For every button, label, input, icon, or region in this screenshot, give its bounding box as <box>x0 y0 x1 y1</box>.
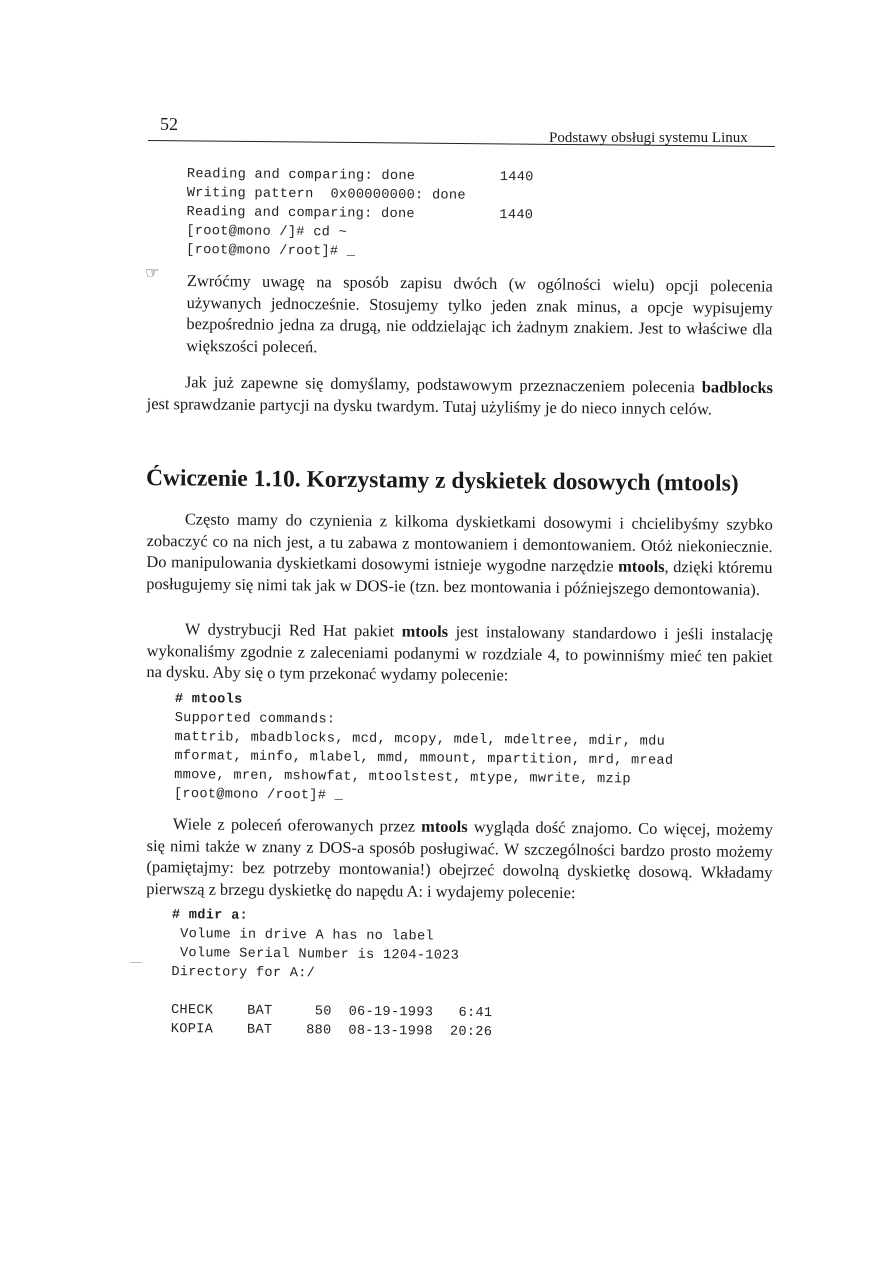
code-line: Reading and comparing: done 1440 <box>186 166 534 186</box>
code-line: mformat, minfo, mlabel, mmd, mmount, mpartition, mrd, mread <box>174 748 674 769</box>
code-line: Volume in drive A has no label <box>171 926 434 945</box>
paragraph-text: , dzięki któremu posługujemy się nimi tak jak w DOS-ie (tzn. bez montowania i późniejszego demontowania). <box>146 556 773 599</box>
code-block-mdir <box>171 906 494 1042</box>
code-line: mattrib, mbadblocks, mcd, mcopy, mdel, mdeltree, mdir, mdu <box>174 729 666 750</box>
code-line: Volume Serial Number is 1204-1023 <box>171 945 460 964</box>
paragraph-text: Wiele z poleceń oferowanych przez <box>172 814 422 836</box>
code-block-badblocks-output <box>186 165 534 263</box>
page-number: 52 <box>160 114 178 134</box>
term-mtools: mtools <box>401 621 449 641</box>
code-block-mtools <box>174 690 674 809</box>
paragraph-mdir <box>146 813 773 905</box>
code-line: CHECK BAT 50 06-19-1993 6:41 <box>170 1002 493 1022</box>
code-line: Supported commands: <box>174 710 336 728</box>
pointing-hand-icon: ☞ <box>145 263 160 282</box>
paragraph-redhat <box>146 618 773 689</box>
margin-mark <box>130 962 142 963</box>
command-line: # mtools <box>174 691 243 708</box>
code-line: [root@mono /]# cd ~ <box>186 223 348 241</box>
paragraph-intro-mtools <box>146 508 773 600</box>
section-heading: Ćwiczenie 1.10. Korzystamy z dyskietek dosowych (mtools) <box>145 465 739 497</box>
paragraph-text: Często mamy do czynienia z kilkoma dyskietkami dosowymi i chcielibyśmy szybko zobaczyć co na nich jest, a tu zabawa z montowaniem i demontowaniem. Otóż niekoniecznie. Do manipulowania dyskietkami dosowymi istnieje wygodne narzędzie <box>146 509 773 576</box>
code-line: [root@mono /root]# _ <box>173 786 344 804</box>
note-paragraph: Zwróćmy uwagę na sposób zapisu dwóch (w ogólności wielu) opcji polecenia używanych jednocześnie. Stosujemy tylko jeden znak minus, a opcje wypisujemy bezpośrednio jedna za drugą, nie oddzielając ich żadnym znakiem. Jest to właściwe dla większości poleceń. <box>186 270 773 356</box>
term-mtools: mtools <box>618 556 665 576</box>
code-line: Directory for A:/ <box>171 964 316 982</box>
code-line: KOPIA BAT 880 08-13-1998 20:26 <box>170 1021 493 1041</box>
term-badblocks: badblocks <box>701 377 773 398</box>
code-line: Reading and comparing: done 1440 <box>186 204 534 224</box>
paragraph-text: W dystrybucji Red Hat pakiet <box>184 619 402 641</box>
paragraph-text: jest instalowany standardowo i jeśli instalację wykonaliśmy zgodnie z zaleceniami podanymi w rozdziale 4, to powinniśmy mieć ten pakiet na dysku. Aby się o tym przekonać wydamy polecenie: <box>146 621 773 685</box>
command-line: # mdir a: <box>171 907 249 924</box>
paragraph-text: jest sprawdzanie partycji na dysku twardym. Tutaj użyliśmy je do nieco innych celów. <box>146 393 712 418</box>
paragraph-text: wygląda dość znajomo. Co więcej, możemy się nimi także w znany z DOS-a sposób posługiwać. W szczególności bardzo prosto możemy (pamiętajmy: bez potrzeby montowania!) obejrzeć dowolną dyskietkę dosową. Wkładamy pierwszą z brzegu dyskietkę do napędu A: i wydajemy polecenie: <box>146 817 773 902</box>
code-line: mmove, mren, mshowfat, mtoolstest, mtype, mwrite, mzip <box>174 767 631 788</box>
code-line: Writing pattern 0x00000000: done <box>186 185 466 204</box>
paragraph-badblocks <box>147 371 773 420</box>
term-mtools: mtools <box>421 816 468 837</box>
paragraph-text: Jak już zapewne się domyślamy, podstawowym przeznaczeniem polecenia <box>184 372 702 397</box>
running-title: Podstawy obsługi systemu Linux <box>549 130 748 146</box>
code-line: [root@mono /root]# _ <box>186 242 356 260</box>
